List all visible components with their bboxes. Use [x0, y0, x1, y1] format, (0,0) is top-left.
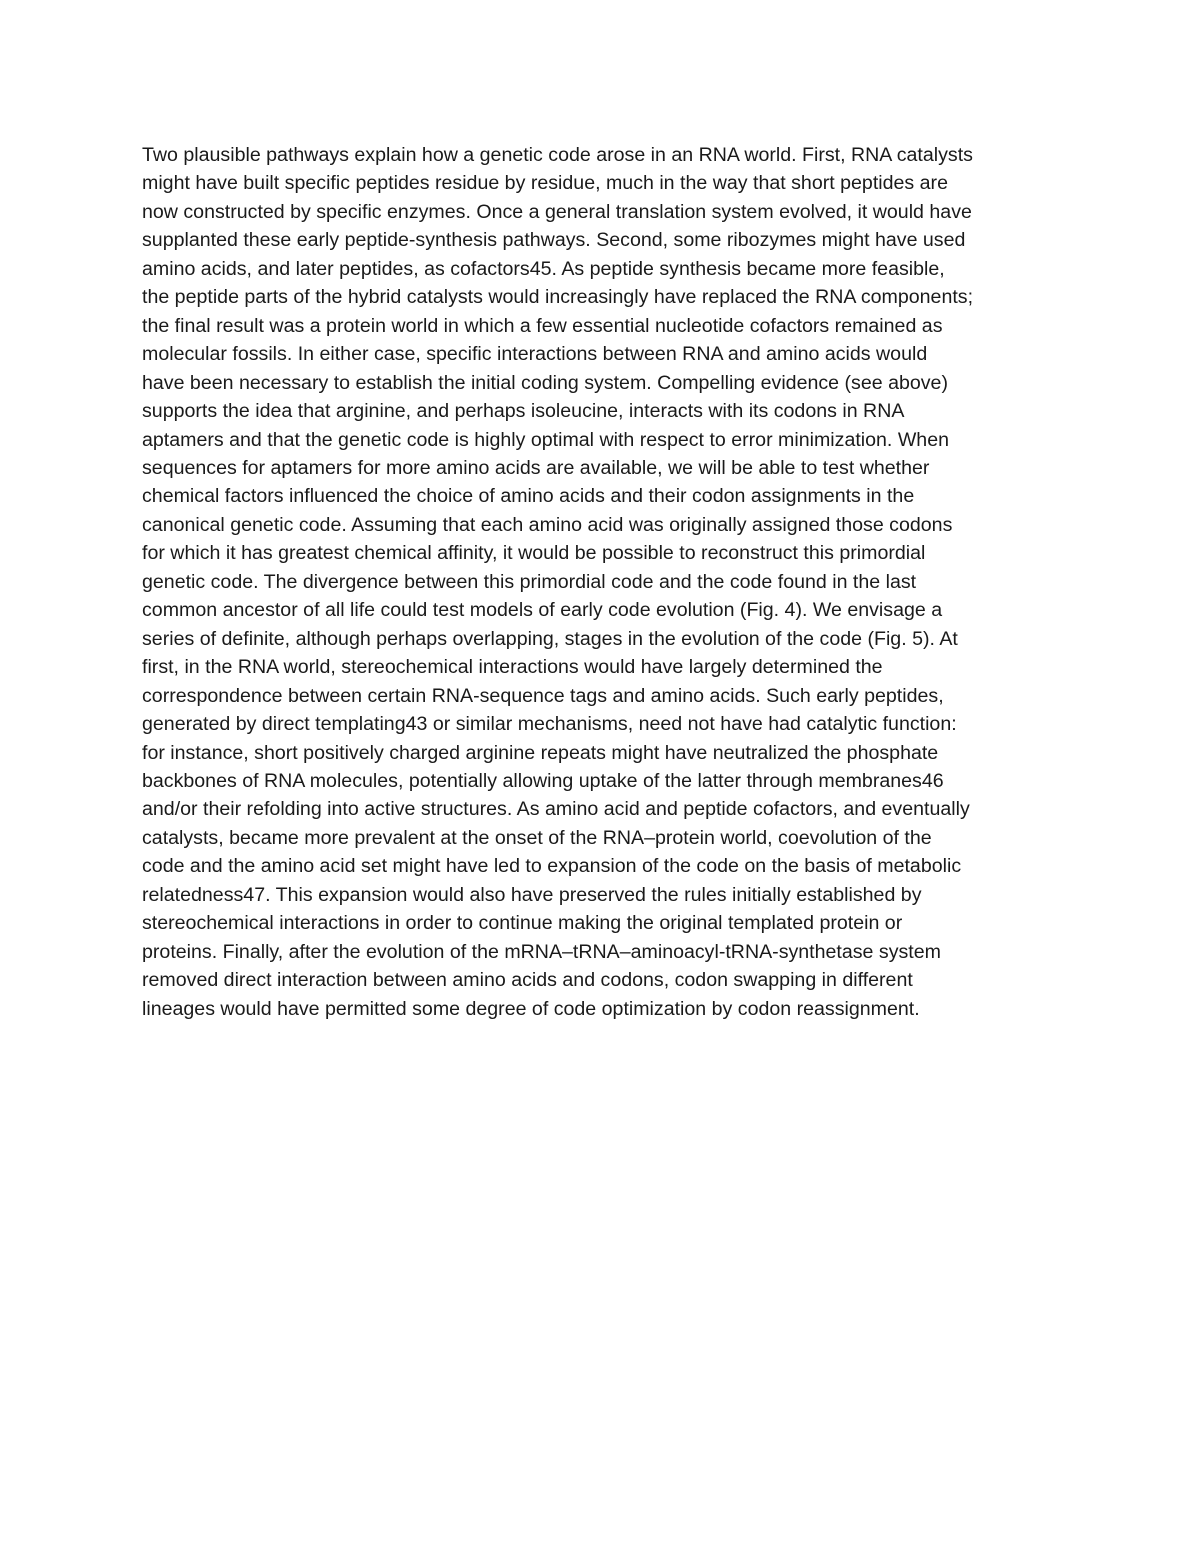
- paragraph-line: lineages would have permitted some degree of code optimization by codon reassignment.: [142, 997, 920, 1020]
- paragraph-line: canonical genetic code. Assuming that each amino acid was originally assigned those codons: [142, 513, 953, 536]
- paragraph-line: might have built specific peptides residue by residue, much in the way that short peptides are: [142, 172, 948, 195]
- paragraph-line: common ancestor of all life could test models of early code evolution (Fig. 4). We envisage a: [142, 599, 943, 622]
- paragraph-line: for instance, short positively charged arginine repeats might have neutralized the phosphate: [142, 741, 939, 764]
- paragraph-line: proteins. Finally, after the evolution of the mRNA–tRNA–aminoacyl-tRNA-synthetase system: [142, 940, 941, 963]
- paragraph-line: the final result was a protein world in which a few essential nucleotide cofactors remained as: [142, 314, 943, 337]
- paragraph-line: for which it has greatest chemical affinity, it would be possible to reconstruct this primordial: [142, 542, 926, 565]
- paragraph-line: chemical factors influenced the choice of amino acids and their codon assignments in the: [142, 485, 915, 508]
- body-paragraph: [142, 141, 1072, 1023]
- paragraph-line: first, in the RNA world, stereochemical interactions would have largely determined the: [142, 656, 883, 679]
- paragraph-line: series of definite, although perhaps overlapping, stages in the evolution of the code (Fig. 5). At: [142, 627, 958, 650]
- paragraph-line: correspondence between certain RNA-sequence tags and amino acids. Such early peptides,: [142, 684, 944, 707]
- paragraph-line: have been necessary to establish the initial coding system. Compelling evidence (see above): [142, 371, 948, 394]
- paragraph-line: stereochemical interactions in order to continue making the original templated protein or: [142, 912, 903, 935]
- paragraph-line: and/or their refolding into active structures. As amino acid and peptide cofactors, and eventually: [142, 798, 970, 821]
- paragraph-line: genetic code. The divergence between this primordial code and the code found in the last: [142, 570, 917, 593]
- paragraph-line: supplanted these early peptide-synthesis pathways. Second, some ribozymes might have used: [142, 229, 966, 252]
- paragraph-line: relatedness47. This expansion would also have preserved the rules initially established by: [142, 883, 922, 906]
- paragraph-line: code and the amino acid set might have led to expansion of the code on the basis of metabolic: [142, 855, 962, 878]
- paragraph-line: Two plausible pathways explain how a genetic code arose in an RNA world. First, RNA catalysts: [142, 144, 973, 166]
- paragraph-line: sequences for aptamers for more amino acids are available, we will be able to test whether: [142, 456, 930, 479]
- paragraph-line: catalysts, became more prevalent at the onset of the RNA–protein world, coevolution of the: [142, 826, 932, 849]
- paragraph-line: molecular fossils. In either case, specific interactions between RNA and amino acids would: [142, 343, 928, 366]
- paragraph-line: supports the idea that arginine, and perhaps isoleucine, interacts with its codons in RNA: [142, 400, 905, 423]
- paragraph-line: the peptide parts of the hybrid catalysts would increasingly have replaced the RNA components;: [142, 286, 974, 309]
- paragraph-line: now constructed by specific enzymes. Once a general translation system evolved, it would have: [142, 200, 972, 223]
- paragraph-line: backbones of RNA molecules, potentially allowing uptake of the latter through membranes46: [142, 769, 944, 792]
- paragraph-line: amino acids, and later peptides, as cofactors45. As peptide synthesis became more feasible,: [142, 257, 945, 280]
- paragraph-line: generated by direct templating43 or similar mechanisms, need not have had catalytic function:: [142, 713, 957, 736]
- paragraph-line: removed direct interaction between amino acids and codons, codon swapping in different: [142, 969, 913, 992]
- paragraph-line: aptamers and that the genetic code is highly optimal with respect to error minimization. When: [142, 428, 949, 451]
